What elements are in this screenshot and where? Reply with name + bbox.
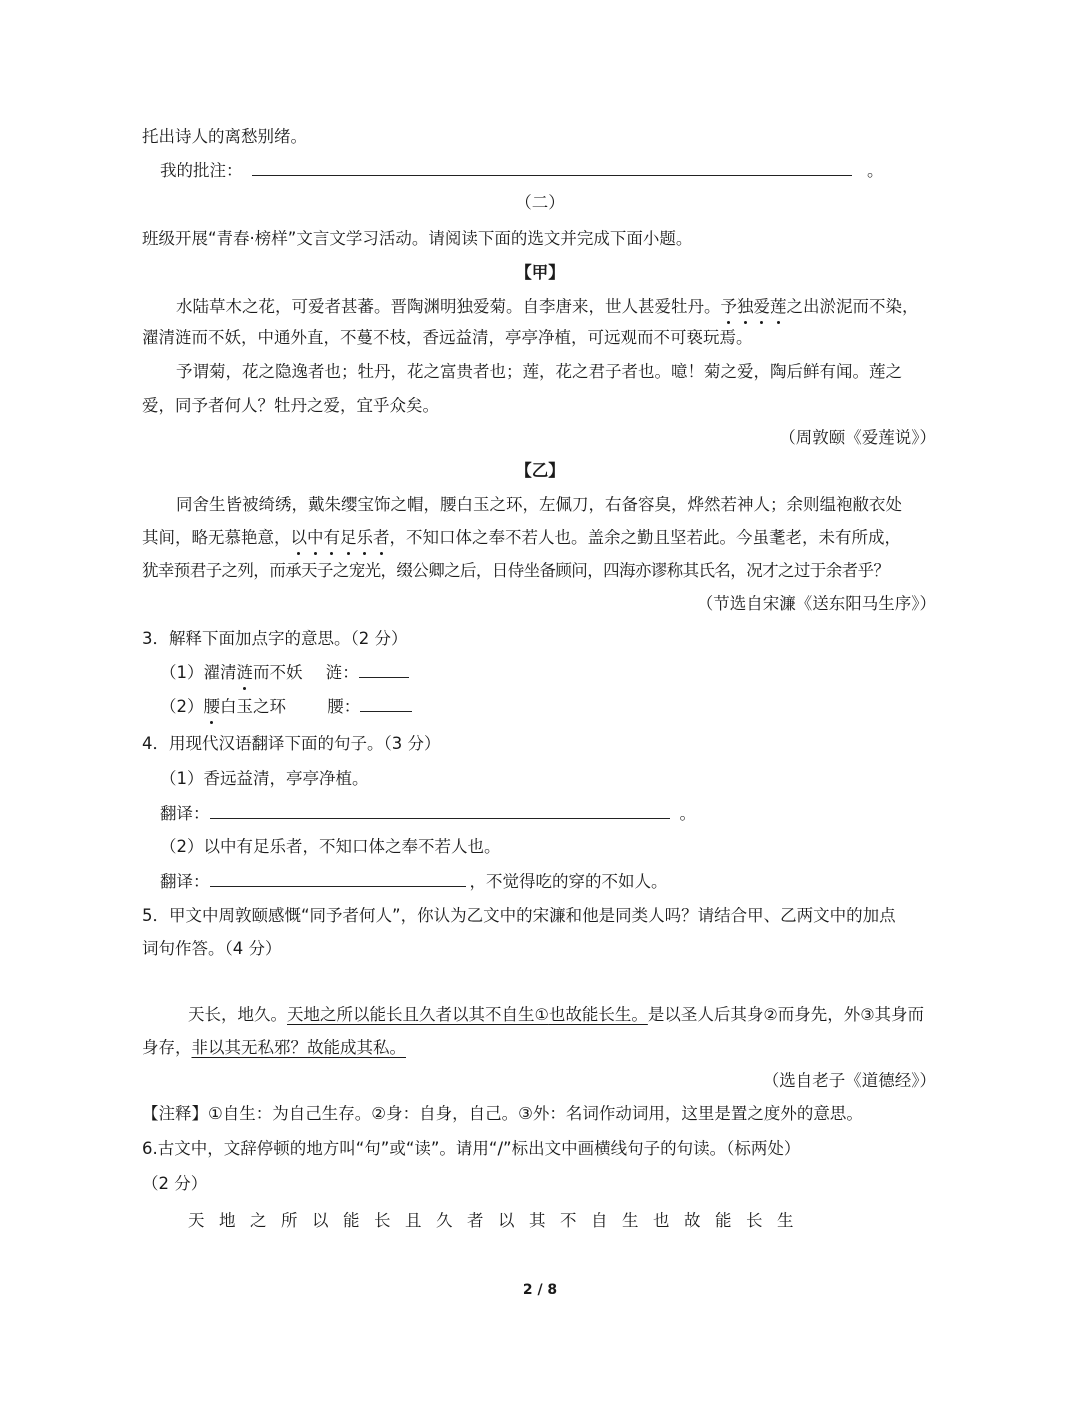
q4-translate-blank-2[interactable] (210, 872, 466, 887)
yi-text: ，不知口体之奉不若人也。盖余之勤且坚若此。今虽耄老，未有所成， (389, 528, 901, 547)
jia-heading: 【甲】 (515, 263, 565, 282)
q3-item-1 (160, 662, 409, 684)
yi-line2 (142, 527, 901, 549)
underlined-sentence: 非以其无私邪？故能成其私。 (191, 1038, 406, 1057)
q3-item-text: 白玉之环 (220, 697, 286, 716)
q6-line2: （2 分） (142, 1174, 208, 1193)
note-marker: ② (763, 1005, 778, 1024)
dotted-char: 足 (340, 528, 357, 547)
jia-p2-line1: 予谓菊，花之隐逸者也；牡丹，花之富贵者也；莲，花之君子者也。噫！菊之爱，陶后鲜有闻。莲之 (176, 362, 902, 381)
laozi-text: 天长，地久。 (188, 1005, 287, 1024)
my-note-blank[interactable] (252, 161, 852, 176)
dotted-char: 爱 (753, 297, 770, 316)
dotted-char: 涟 (236, 663, 253, 682)
my-note-label: 我的批注： (160, 161, 243, 180)
dotted-char: 莲 (770, 297, 787, 316)
translate-label: 翻译： (160, 804, 210, 823)
translate-label: 翻译： (160, 872, 210, 891)
laozi-line1 (188, 1004, 924, 1026)
q3-item-2 (160, 696, 412, 718)
q3-item-text: 而不妖 (253, 663, 303, 682)
jia-source: （周敦颐《爱莲说》） (779, 428, 936, 447)
yi-heading: 【乙】 (515, 461, 565, 480)
dotted-char: 乐 (356, 528, 373, 547)
dotted-char: 有 (323, 528, 340, 547)
jia-p1-line2: 濯清涟而不妖，中通外直，不蔓不枝，香远益清，亭亭净植，可远观而不可亵玩焉。 (142, 328, 753, 347)
underlined-sentence: 也故能长生。 (548, 1005, 648, 1024)
translate-end: 。 (679, 804, 696, 823)
q3-item-label: 腰： (327, 697, 361, 716)
jia-p1-text: 水陆草木之花，可爱者甚蕃。晋陶渊明独爱菊。自李唐来，世人甚爱牡丹。 (176, 297, 721, 316)
q6-spaced-sentence: 天地之所以能长且久者以其不自生也故能长生 (188, 1211, 808, 1230)
q3-answer-blank-1[interactable] (359, 663, 409, 678)
laozi-notes: 【注释】①自生：为自己生存。②身：自身，自己。③外：名词作动词用，这里是置之度外的意思。 (142, 1104, 863, 1123)
q4-title: 4．用现代汉语翻译下面的句子。（3 分） (142, 734, 441, 753)
q3-item-label: 涟： (325, 663, 359, 682)
section-2-heading: （二） (515, 193, 565, 212)
dotted-char: 者 (373, 528, 390, 547)
note-marker: ① (534, 1005, 549, 1024)
yi-text: 其间，略无慕艳意， (142, 528, 291, 547)
underlined-sentence: 天地之所以能长且久者以其不自生 (287, 1005, 535, 1024)
q5-line2: 词句作答。（4 分） (142, 939, 282, 958)
q4-translate-1 (160, 803, 696, 825)
page-number: 2 / 8 (522, 1282, 558, 1298)
laozi-line2 (142, 1037, 406, 1059)
prev-text-tail: 托出诗人的离愁别绪。 (142, 127, 307, 146)
dotted-char: 中 (307, 528, 324, 547)
yi-source: （节选自宋濂《送东阳马生序》） (696, 594, 936, 613)
laozi-source: （选自老子《道德经》） (762, 1071, 936, 1090)
laozi-text: 身存， (142, 1038, 192, 1057)
dotted-char: 独 (737, 297, 754, 316)
q4-item-1: （1）香远益清，亭亭净植。 (160, 769, 369, 788)
jia-p1-text: 之出淤泥而不染， (786, 297, 919, 316)
q3-item-text: （1）濯清 (160, 663, 237, 682)
q5-line1: 5．甲文中周敦颐感慨“同予者何人”，你认为乙文中的宋濂和他是同类人吗？请结合甲、乙两文中的加点 (142, 906, 896, 925)
yi-line1: 同舍生皆被绮绣，戴朱缨宝饰之帽，腰白玉之环，左佩刀，右备容臭，烨然若神人；余则缊袍敝衣处 (176, 495, 902, 514)
dotted-char: 腰 (203, 697, 220, 716)
q3-title: 3．解释下面加点字的意思。（2 分） (142, 629, 408, 648)
section-2-intro: 班级开展“青春·榜样”文言文学习活动。请阅读下面的选文并完成下面小题。 (142, 229, 693, 248)
q4-translate-blank-1[interactable] (210, 804, 670, 819)
laozi-text: 其身而 (874, 1005, 925, 1024)
q6-line1: 6.古文中，文辞停顿的地方叫“句”或“读”。请用“/”标出文中画横线句子的句读。（标两处） (142, 1139, 801, 1158)
laozi-text: 而身先，外 (777, 1005, 861, 1024)
q4-translate-2 (160, 871, 668, 893)
jia-p1-line1 (176, 296, 919, 318)
jia-p2-line2: 爱，同予者何人？牡丹之爱，宜乎众矣。 (142, 396, 439, 415)
q4-item-2: （2）以中有足乐者，不知口体之奉不若人也。 (160, 837, 501, 856)
note-marker: ③ (860, 1005, 875, 1024)
laozi-text: 是以圣人后其身 (647, 1005, 764, 1024)
my-note-end: 。 (867, 161, 884, 180)
dotted-char: 以 (290, 528, 307, 547)
translate-end: ，不觉得吃的穿的不如人。 (469, 872, 668, 891)
my-note-row (160, 160, 884, 182)
yi-line3: 犹幸预君子之列，而承天子之宠光，缀公卿之后，日侍坐备顾问，四海亦谬称其氏名，况才之过于余者乎？ (142, 561, 890, 580)
q3-answer-blank-2[interactable] (360, 697, 412, 712)
dotted-char: 予 (720, 297, 737, 316)
q3-item-text: （2） (160, 697, 204, 716)
